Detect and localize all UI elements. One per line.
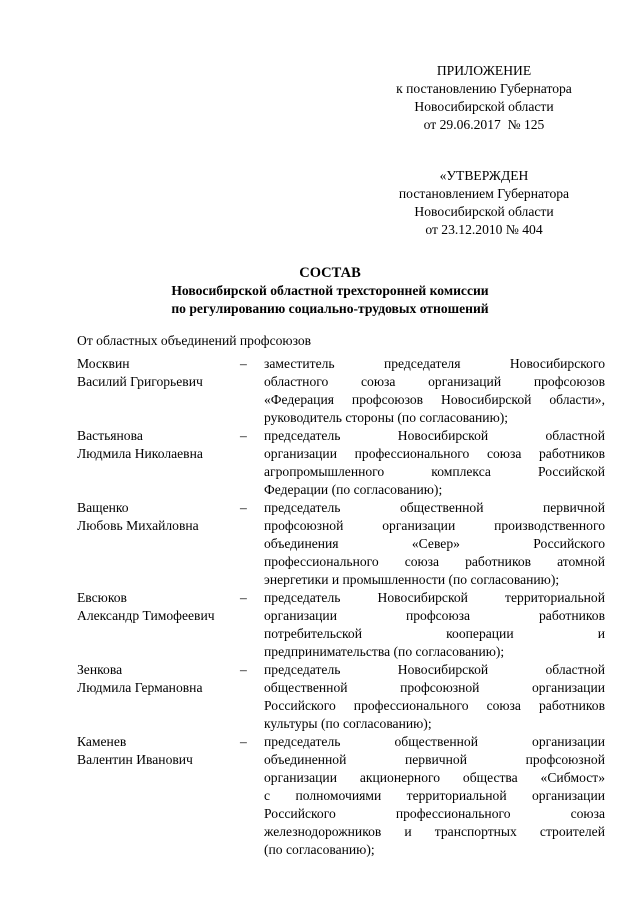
member-entry [77, 733, 605, 859]
appendix-line: к постановлению Губернатора [396, 81, 572, 96]
role-line: энергетики и промышленности (по согласованию); [264, 572, 560, 587]
role-line: потребительской кооперации и [264, 626, 605, 641]
role-line: председатель общественной первичной [264, 500, 605, 515]
section-heading: От областных объединений профсоюзов [77, 333, 312, 348]
appendix-date: от 29.06.2017 № 125 [423, 117, 545, 132]
member-given-names: Валентин Иванович [77, 752, 193, 767]
member-dash: – [240, 734, 247, 749]
role-line: Российского профессионального союза работников [264, 698, 605, 713]
title-line: по регулированию социально-трудовых отношений [171, 301, 489, 316]
member-surname: Каменев [77, 734, 127, 749]
role-line: заместитель председателя Новосибирского [264, 356, 605, 371]
member-name [77, 661, 240, 733]
approval-title: «УТВЕРЖДЕН [439, 168, 529, 183]
member-dash: – [240, 590, 247, 605]
role-line: председатель Новосибирской областной [264, 428, 605, 443]
member-entry [77, 355, 605, 427]
role-line: председатель общественной организации [264, 734, 605, 749]
role-line: объединенной первичной профсоюзной [264, 752, 605, 767]
title-line: Новосибирской областной трехсторонней комиссии [171, 283, 489, 298]
member-entry [77, 499, 605, 589]
member-entry [77, 661, 605, 733]
role-line: организации акционерного общества «Сибмост» [264, 770, 605, 785]
appendix-header [364, 62, 604, 134]
role-line: профессионального союза работников атомной [264, 554, 605, 569]
role-line: общественной профсоюзной организации [264, 680, 605, 695]
member-name [77, 355, 240, 427]
role-line: Федерации (по согласованию); [264, 482, 443, 497]
appendix-line: Новосибирской области [414, 99, 554, 114]
role-line: (по согласованию); [264, 842, 375, 857]
approval-date: от 23.12.2010 № 404 [425, 222, 543, 237]
role-line: областного союза организаций профсоюзов [264, 374, 605, 389]
role-line: железнодорожников и транспортных строителей [264, 824, 605, 839]
role-line: агропромышленного комплекса Российской [264, 464, 605, 479]
member-entry [77, 589, 605, 661]
member-given-names: Людмила Николаевна [77, 446, 203, 461]
approval-line: Новосибирской области [414, 204, 554, 219]
member-role [264, 733, 605, 859]
document-title [150, 264, 510, 318]
member-role [264, 661, 605, 733]
title-main: СОСТАВ [299, 265, 361, 281]
member-role [264, 355, 605, 427]
member-surname: Вастьянова [77, 428, 143, 443]
member-dash: – [240, 662, 247, 677]
member-name [77, 589, 240, 661]
member-given-names: Людмила Германовна [77, 680, 203, 695]
member-given-names: Василий Григорьевич [77, 374, 203, 389]
role-line: с полномочиями территориальной организации [264, 788, 605, 803]
role-line: культуры (по согласованию); [264, 716, 432, 731]
member-surname: Ващенко [77, 500, 129, 515]
member-dash: – [240, 500, 247, 515]
role-line: профсоюзной организации производственного [264, 518, 605, 533]
member-surname: Евсюков [77, 590, 127, 605]
role-line: председатель Новосибирской областной [264, 662, 605, 677]
member-surname: Москвин [77, 356, 130, 371]
member-given-names: Александр Тимофеевич [77, 608, 215, 623]
role-line: «Федерация профсоюзов Новосибирской области», [264, 392, 605, 407]
member-role [264, 427, 605, 499]
member-given-names: Любовь Михайловна [77, 518, 199, 533]
approval-stamp [364, 167, 604, 239]
role-line: Российского профессионального союза [264, 806, 605, 821]
role-line: объединения «Север» Российского [264, 536, 605, 551]
appendix-title: ПРИЛОЖЕНИЕ [436, 63, 532, 78]
member-surname: Зенкова [77, 662, 123, 677]
role-line: организации профсоюза работников [264, 608, 605, 623]
member-dash: – [240, 356, 247, 371]
member-name [77, 427, 240, 499]
member-entry [77, 427, 605, 499]
member-name [77, 733, 240, 859]
role-line: предпринимательства (по согласованию); [264, 644, 505, 659]
member-dash: – [240, 428, 247, 443]
member-role [264, 589, 605, 661]
member-name [77, 499, 240, 589]
role-line: руководитель стороны (по согласованию); [264, 410, 509, 425]
role-line: председатель Новосибирской территориальной [264, 590, 605, 605]
approval-line: постановлением Губернатора [398, 186, 570, 201]
role-line: организации профессионального союза работников [264, 446, 605, 461]
members-list [77, 355, 605, 859]
member-role [264, 499, 605, 589]
